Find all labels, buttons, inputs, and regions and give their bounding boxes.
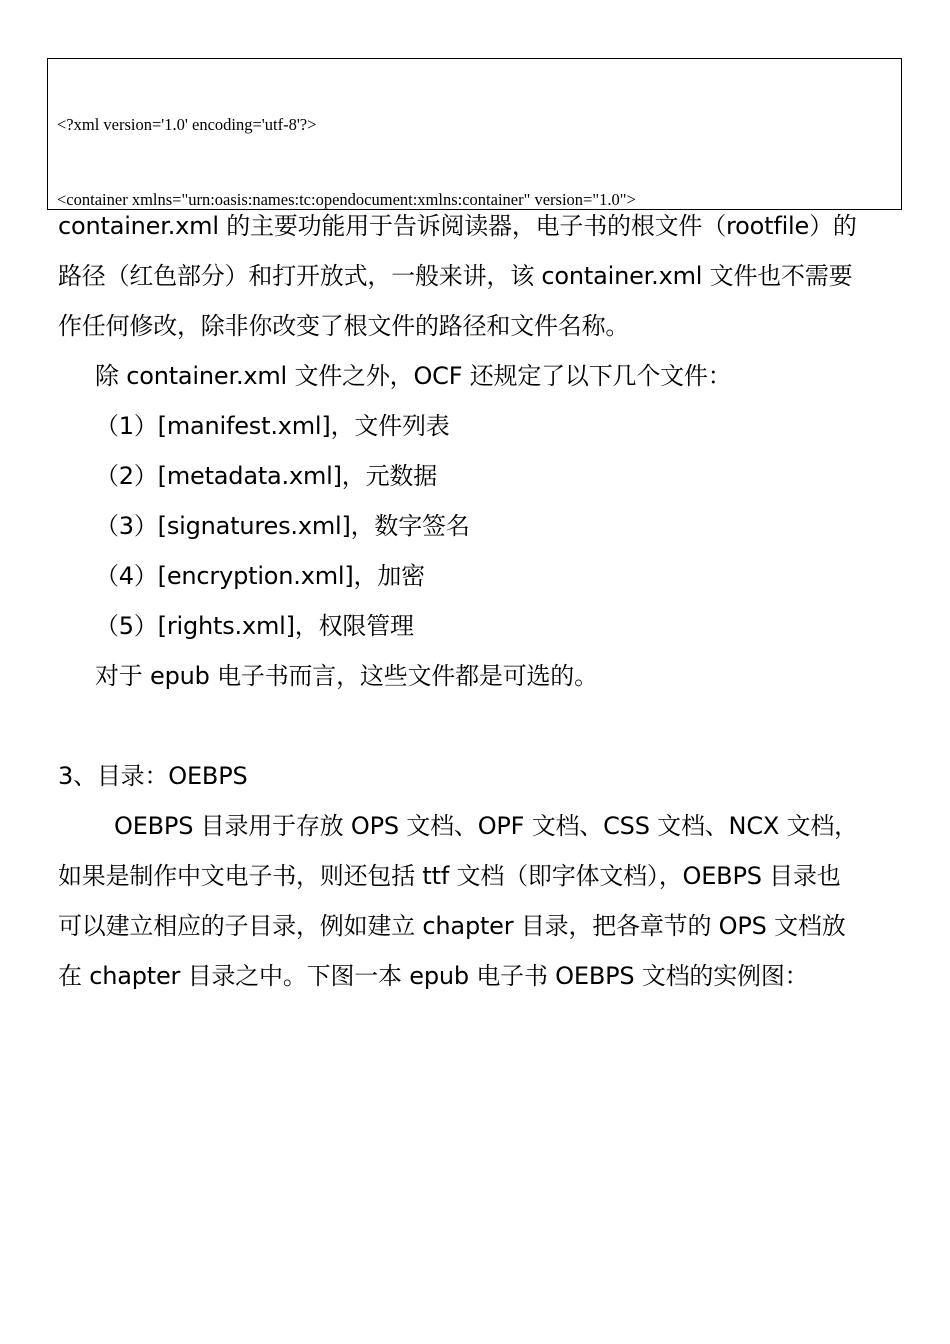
code-block: [47, 58, 902, 210]
list-item: （2）[metadata.xml]，元数据: [95, 462, 437, 490]
paragraph-line: 作任何修改，除非你改变了根文件的路径和文件名称。: [58, 312, 630, 340]
paragraph-line: 路径（红色部分）和打开放式，一般来讲，该 container.xml 文件也不需要: [58, 262, 853, 290]
paragraph-line: OEBPS 目录用于存放 OPS 文档、OPF 文档、CSS 文档、NCX 文档，: [114, 812, 858, 840]
blank-line: [58, 701, 898, 751]
paragraph-line: 对于 epub 电子书而言，这些文件都是可选的。: [95, 662, 598, 690]
section-heading: 3、目录：OEBPS: [58, 762, 248, 790]
body-text: [58, 201, 898, 1001]
code-line: <?xml version='1.0' encoding='utf-8'?>: [57, 115, 317, 134]
list-item: （4）[encryption.xml]，加密: [95, 562, 425, 590]
paragraph-line: 在 chapter 目录之中。下图一本 epub 电子书 OEBPS 文档的实例图：: [58, 962, 809, 990]
paragraph-line: container.xml 的主要功能用于告诉阅读器，电子书的根文件（rootfile）的: [58, 212, 857, 240]
paragraph-line: 除 container.xml 文件之外，OCF 还规定了以下几个文件：: [95, 362, 732, 390]
list-item: （5）[rights.xml]，权限管理: [95, 612, 414, 640]
list-item: （1）[manifest.xml]，文件列表: [95, 412, 450, 440]
list-item: （3）[signatures.xml]，数字签名: [95, 512, 470, 540]
code-line: <container xmlns="urn:oasis:names:tc:opendocument:xmlns:container" version="1.0">: [57, 190, 636, 209]
paragraph-line: 可以建立相应的子目录，例如建立 chapter 目录，把各章节的 OPS 文档放: [58, 912, 846, 940]
paragraph-line: 如果是制作中文电子书，则还包括 ttf 文档（即字体文档），OEBPS 目录也: [58, 862, 841, 890]
